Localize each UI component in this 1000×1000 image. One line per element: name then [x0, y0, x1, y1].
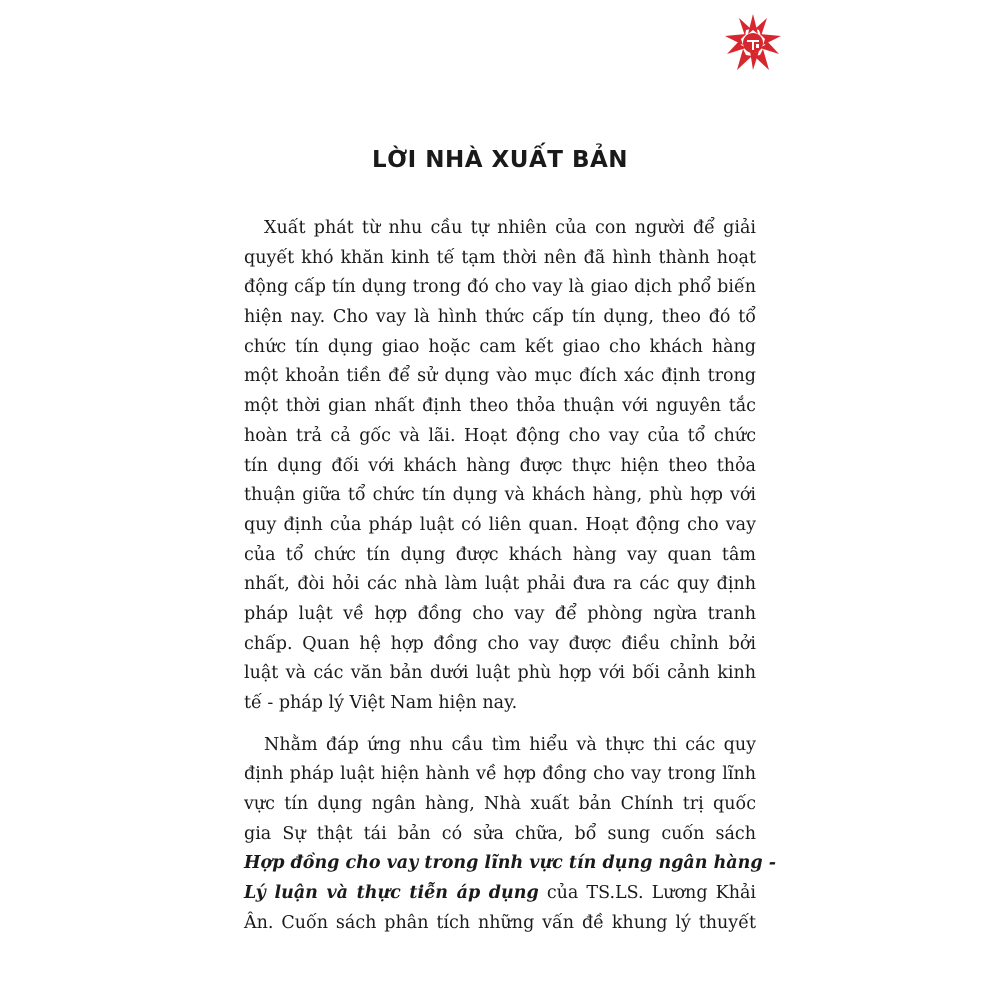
- text-line: Xuất phát từ nhu cầu tự nhiên của con người để giải: [264, 218, 756, 238]
- text-line: [244, 879, 756, 909]
- text-line: của tổ chức tín dụng được khách hàng vay quan tâm: [244, 544, 756, 565]
- paragraph-2: [244, 731, 776, 939]
- paragraph-gap: [244, 719, 756, 731]
- author-text: của TS.LS. Lương Khải: [538, 883, 756, 904]
- text-line: pháp luật về hợp đồng cho vay để phòng ngừa tranh: [244, 603, 756, 624]
- text-line: Ân. Cuốn sách phân tích những vấn đề khung lý thuyết: [244, 912, 756, 933]
- text-line: định pháp luật hiện hành về hợp đồng cho vay trong lĩnh: [244, 764, 756, 785]
- book-title-part: Lý luận và thực tiễn áp dụng: [244, 883, 539, 904]
- text-line: tế - pháp lý Việt Nam hiện nay.: [244, 693, 518, 713]
- text-line: vực tín dụng ngân hàng, Nhà xuất bản Chính trị quốc: [244, 794, 756, 815]
- text-line: chức tín dụng giao hoặc cam kết giao cho khách hàng: [244, 336, 756, 357]
- text-line: thuận giữa tổ chức tín dụng và khách hàng, phù hợp với: [244, 485, 756, 506]
- text-line: chấp. Quan hệ hợp đồng cho vay được điều chỉnh bởi: [244, 633, 756, 654]
- text-line: quy định của pháp luật có liên quan. Hoạt động cho vay: [244, 514, 756, 535]
- text-line: hiện nay. Cho vay là hình thức cấp tín dụng, theo đó tổ: [244, 307, 756, 328]
- publisher-star-logo-icon: [723, 12, 783, 72]
- page-title: LỜI NHÀ XUẤT BẢN: [371, 147, 629, 173]
- text-line: gia Sự thật tái bản có sửa chữa, bổ sung cuốn sách: [244, 823, 756, 844]
- book-title-line: Hợp đồng cho vay trong lĩnh vực tín dụng ngân hàng -: [244, 853, 776, 874]
- text-line: động cấp tín dụng trong đó cho vay là giao dịch phổ biến: [244, 277, 756, 298]
- body-text: [244, 214, 776, 939]
- text-line: một khoản tiền để sử dụng vào mục đích xác định trong: [244, 366, 756, 387]
- text-line: tín dụng đối với khách hàng được thực hiện theo thỏa: [244, 455, 756, 476]
- text-line: một thời gian nhất định theo thỏa thuận với nguyên tắc: [244, 396, 756, 417]
- text-line: nhất, đòi hỏi các nhà làm luật phải đưa ra các quy định: [244, 574, 756, 595]
- text-line: hoàn trả cả gốc và lãi. Hoạt động cho vay của tổ chức: [244, 425, 756, 446]
- text-line: quyết khó khăn kinh tế tạm thời nên đã hình thành hoạt: [244, 247, 756, 268]
- text-line: Nhằm đáp ứng nhu cầu tìm hiểu và thực thi các quy: [264, 734, 756, 755]
- text-line: luật và các văn bản dưới luật phù hợp với bối cảnh kinh: [244, 663, 756, 684]
- publisher-logo: [723, 12, 783, 72]
- paragraph-1: [244, 214, 756, 719]
